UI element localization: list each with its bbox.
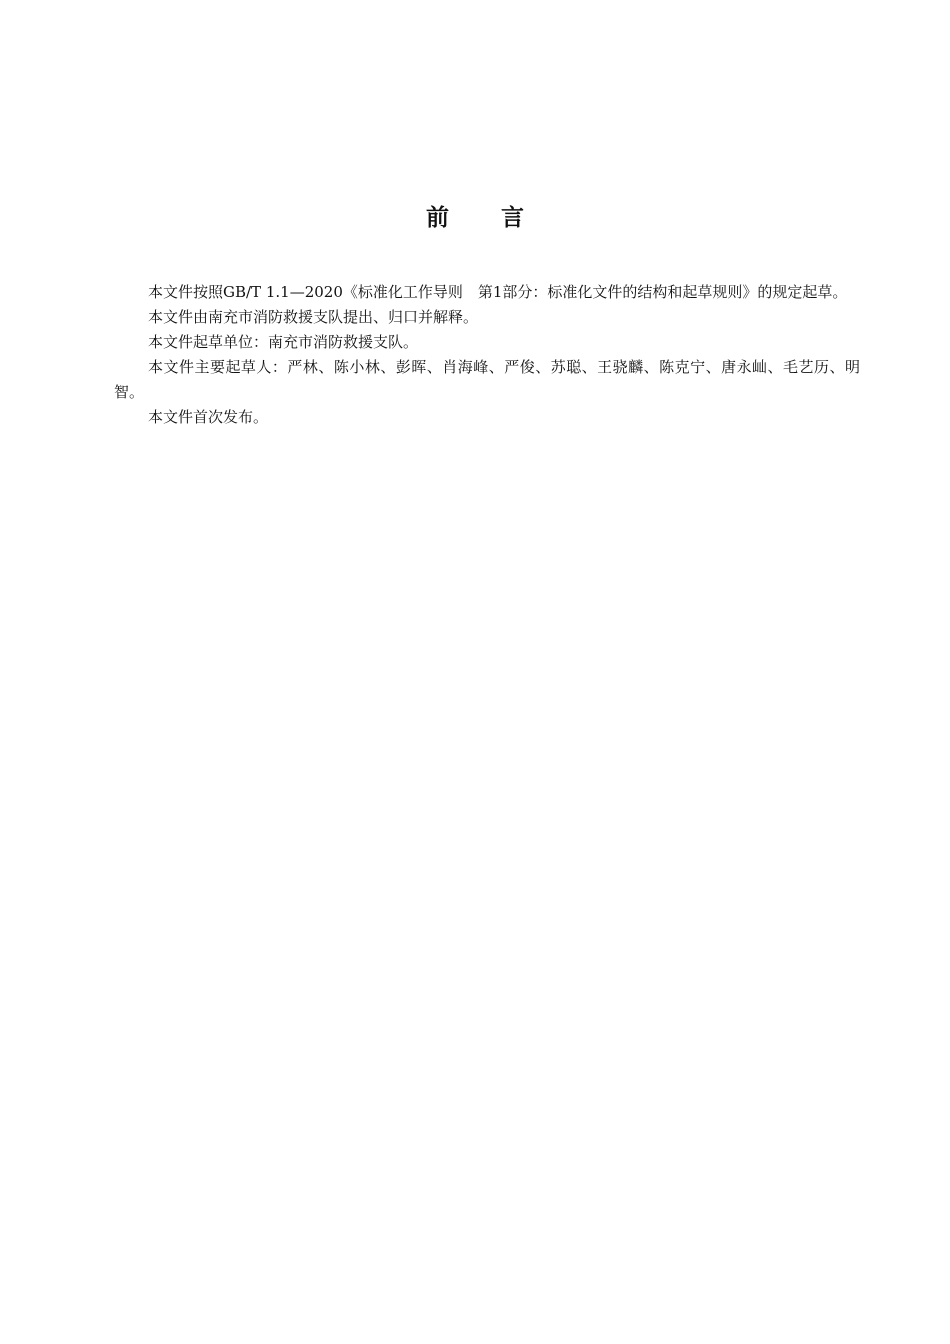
paragraph-first-release: 本文件首次发布。: [148, 408, 269, 426]
title-char-1: 前: [426, 205, 449, 231]
paragraph-drafters: 本文件主要起草人：严林、陈小林、彭晖、肖海峰、严俊、苏聪、王骁麟、陈克宁、唐永屾、毛艺历、明智。: [114, 358, 860, 401]
foreword-body: [114, 280, 860, 430]
paragraph-drafting-unit: 本文件起草单位：南充市消防救援支队。: [148, 333, 419, 351]
paragraph-drafting-basis: 本文件按照GB/T 1.1—2020《标准化工作导则 第1部分：标准化文件的结构和起草规则》的规定起草。: [148, 283, 848, 301]
title-char-2: 言: [501, 205, 524, 231]
page-title: [0, 200, 950, 236]
paragraph-proposer: 本文件由南充市消防救援支队提出、归口并解释。: [148, 308, 479, 326]
